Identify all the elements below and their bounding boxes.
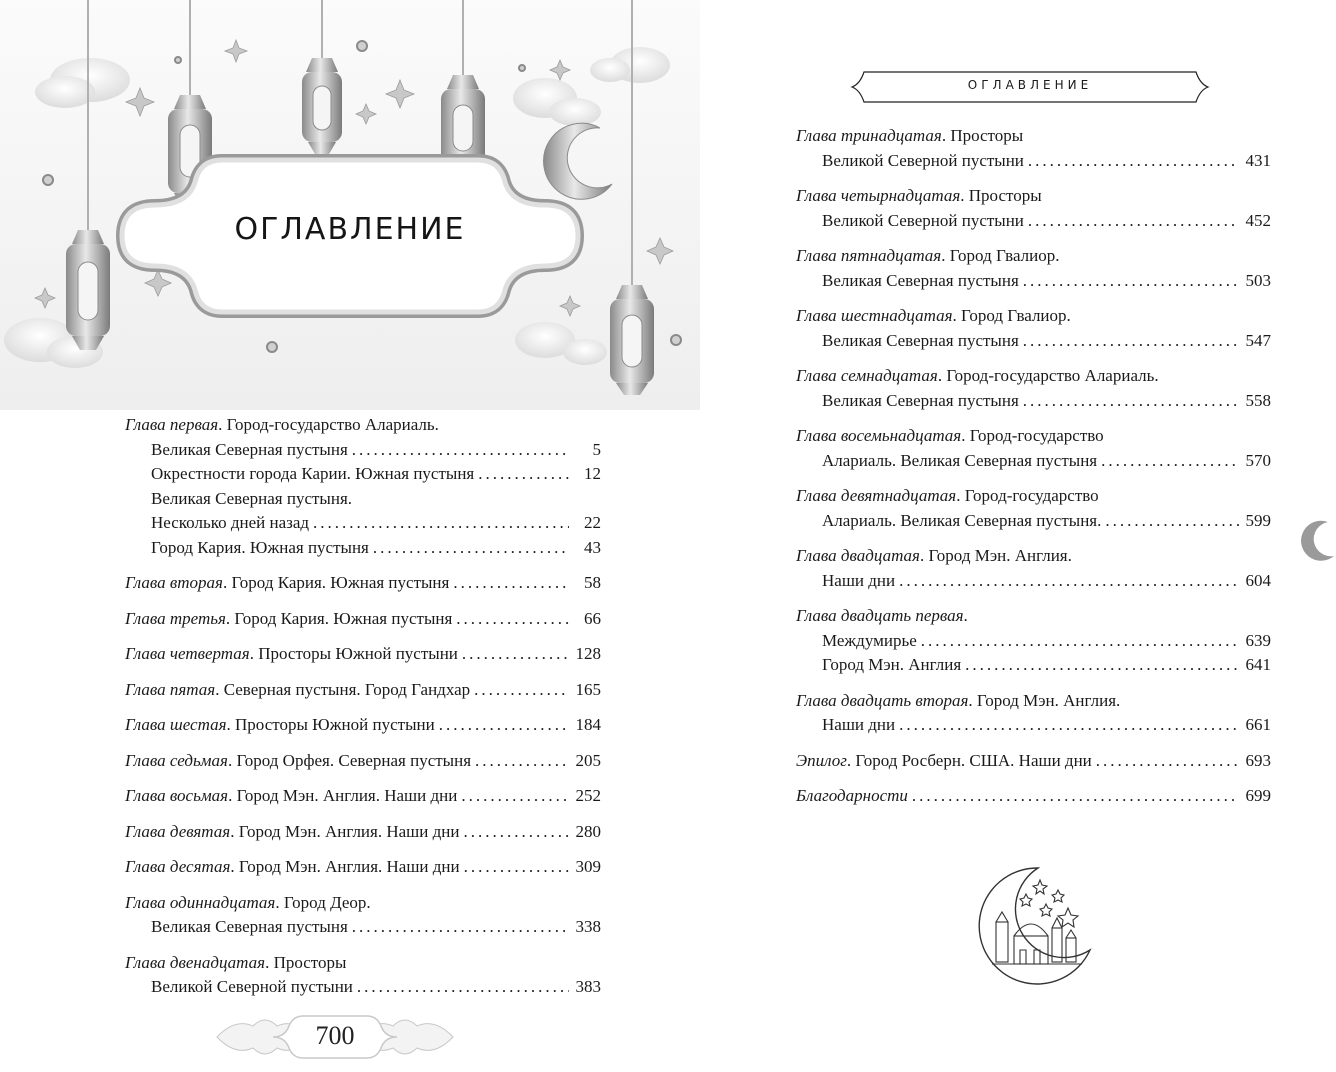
toc-entry-4 [125, 642, 601, 667]
page-ref: 338 [575, 917, 601, 936]
line-text: Алариаль. Великая Северная пустыня. [822, 510, 1102, 530]
line-text: Великая Северная пустыня [822, 270, 1019, 290]
toc-line[interactable] [796, 184, 1271, 209]
dot-leader [1028, 209, 1239, 234]
toc-line[interactable] [796, 124, 1271, 149]
chapter-subtitle: . [963, 606, 968, 625]
toc-entry-3 [125, 607, 601, 632]
chapter-subtitle: . Город Кария. Южная пустыня [225, 608, 453, 628]
dot-leader [463, 820, 569, 845]
chapter-subtitle: . Город-государство [956, 486, 1099, 505]
toc-line[interactable] [796, 424, 1271, 449]
toc-entry-9 [125, 820, 601, 845]
dot-leader [921, 629, 1239, 654]
dot-leader [453, 571, 569, 596]
chapter-subtitle: . Просторы [941, 126, 1024, 145]
toc-entry-20 [796, 544, 1271, 593]
toc-line[interactable] [125, 438, 601, 463]
line-text: Несколько дней назад [151, 513, 310, 532]
right-page [668, 0, 1336, 1072]
page-ref: 165 [575, 679, 601, 699]
dot-leader [439, 713, 569, 738]
dot-leader [1101, 449, 1239, 474]
toc-line[interactable] [796, 689, 1271, 714]
dot-leader [478, 462, 569, 487]
line-text: Великой Северной пустыни [822, 150, 1024, 170]
toc-entry-17 [796, 364, 1271, 413]
line-text: Алариаль. Великая Северная пустыня [822, 450, 1098, 470]
line-text: Великая Северная пустыня [151, 439, 348, 459]
chapter-title: Глава двадцать первая [796, 606, 964, 625]
toc-entry-14 [796, 184, 1271, 233]
toc-entry-5 [125, 678, 601, 703]
chapter-subtitle: . Город Мэн. Англия. [968, 690, 1121, 710]
toc-line[interactable] [125, 462, 601, 487]
toc-entry-acknowledgements [796, 784, 1271, 809]
dot-leader [357, 975, 569, 1000]
page-ref: 383 [575, 977, 601, 996]
line-text: Междумирье [822, 630, 917, 650]
page-ref: 604 [1245, 570, 1271, 590]
page-ref: 309 [575, 857, 601, 876]
chapter-title: Глава двадцатая [796, 546, 920, 565]
dot-leader [462, 642, 569, 667]
line-text: Великая Северная пустыня. [151, 488, 353, 508]
toc-line[interactable] [125, 413, 601, 438]
page-ref: 5 [592, 439, 601, 459]
page-ref: 43 [584, 537, 601, 557]
section-header [850, 70, 1210, 104]
dot-leader [456, 607, 569, 632]
dot-leader [1023, 329, 1239, 354]
dot-leader [1028, 149, 1239, 174]
page-number: 700 [315, 1021, 355, 1050]
toc-line[interactable] [125, 915, 601, 940]
toc-line[interactable] [125, 855, 601, 880]
toc-line[interactable] [125, 891, 601, 916]
chapter-title: Глава тринадцатая [796, 126, 942, 145]
page-title: ОГЛАВЛЕНИЕ [234, 212, 466, 247]
page-ref: 252 [575, 786, 601, 805]
toc-entry-16 [796, 304, 1271, 353]
toc-line[interactable] [796, 209, 1271, 234]
page-ref: 280 [575, 821, 601, 841]
dot-leader [1023, 269, 1239, 294]
page-ref: 639 [1245, 630, 1271, 650]
chapter-title: Глава пятнадцатая [796, 246, 942, 265]
chapter-title: Глава вторая [125, 573, 223, 592]
dot-leader [899, 713, 1239, 738]
lanterns-illustration [0, 0, 700, 410]
dot-leader [373, 536, 569, 561]
chapter-subtitle: . Просторы Южной пустыни [249, 644, 458, 663]
chapter-title: Эпилог [796, 750, 847, 770]
chapter-title: Глава двенадцатая [125, 952, 266, 972]
toc-line[interactable] [796, 484, 1271, 509]
toc-entry-21 [796, 604, 1271, 678]
toc-line[interactable] [125, 951, 601, 976]
header-illustration [0, 0, 700, 410]
page-ref: 661 [1245, 715, 1271, 734]
toc-entry-18 [796, 424, 1271, 473]
toc-entry-22 [796, 689, 1271, 738]
toc-line[interactable] [796, 653, 1271, 678]
page-ref: 641 [1245, 655, 1271, 674]
line-text: Город Кария. Южная пустыня [151, 537, 369, 557]
toc-line[interactable] [796, 749, 1271, 774]
chapter-title: Глава третья [125, 608, 226, 628]
toc-line[interactable] [796, 784, 1271, 809]
toc-right [796, 124, 1271, 809]
chapter-subtitle: . Город Мэн. Англия. Наши дни [228, 786, 458, 805]
chapter-subtitle: . Город Гвалиор. [952, 306, 1071, 325]
toc-line[interactable] [125, 784, 601, 809]
chapter-title: Благодарности [796, 786, 908, 805]
page-ref: 558 [1245, 390, 1271, 410]
chapter-subtitle: . Город-государство [961, 426, 1104, 445]
chapter-title: Глава пятая [125, 679, 216, 699]
dot-leader [475, 749, 569, 774]
toc-line[interactable] [125, 749, 601, 774]
chapter-subtitle: . Город Орфея. Северная пустыня [227, 750, 472, 770]
page-ref: 452 [1245, 210, 1271, 230]
chapter-title: Глава двадцать вторая [796, 690, 969, 710]
toc-line[interactable] [796, 304, 1271, 329]
toc-line[interactable] [125, 571, 601, 596]
chapter-title: Глава десятая [125, 857, 231, 876]
chapter-title: Глава шестнадцатая [796, 306, 953, 325]
dot-leader [899, 569, 1239, 594]
chapter-subtitle: . Город Мэн. Англия. Наши дни [230, 821, 460, 841]
chapter-title: Глава шестая [125, 715, 227, 734]
chapter-subtitle: . Город Кария. Южная пустыня [222, 573, 450, 592]
toc-line[interactable] [796, 149, 1271, 174]
page-ref: 22 [584, 513, 601, 532]
line-text: Великая Северная пустыня [822, 390, 1019, 410]
toc-entry-15 [796, 244, 1271, 293]
dot-leader [464, 855, 569, 880]
toc-line[interactable] [125, 642, 601, 667]
chapter-title: Глава одиннадцатая [125, 892, 276, 912]
page-ref: 503 [1245, 270, 1271, 290]
dot-leader [461, 784, 569, 809]
dot-leader [912, 784, 1239, 809]
chapter-subtitle: . Город Гвалиор. [941, 246, 1060, 265]
toc-entry-2 [125, 571, 601, 596]
chapter-subtitle: . Город Деор. [275, 892, 371, 912]
toc-entry-19 [796, 484, 1271, 533]
toc-line[interactable] [796, 269, 1271, 294]
toc-line[interactable] [796, 604, 1271, 629]
page-ref: 699 [1245, 786, 1271, 805]
page-ref: 570 [1245, 450, 1271, 470]
chapter-subtitle: . Просторы [960, 186, 1042, 205]
toc-entry-1 [125, 413, 601, 560]
dot-leader [352, 915, 569, 940]
dot-leader [313, 511, 569, 536]
chapter-subtitle: . Просторы [265, 952, 347, 972]
page-ref: 205 [575, 750, 601, 770]
toc-entry-13 [796, 124, 1271, 173]
chapter-title: Глава седьмая [125, 750, 228, 770]
toc-line[interactable] [796, 569, 1271, 594]
toc-entry-10 [125, 855, 601, 880]
toc-line[interactable] [796, 329, 1271, 354]
dot-leader [1105, 509, 1239, 534]
page-ref: 66 [584, 608, 601, 628]
line-text: Великой Северной пустыни [151, 977, 353, 996]
chapter-subtitle: . Просторы Южной пустыни [226, 715, 435, 734]
section-header-label: ОГЛАВЛЕНИЕ [967, 78, 1093, 92]
toc-line[interactable] [796, 389, 1271, 414]
dot-leader [352, 438, 569, 463]
toc-line[interactable] [125, 511, 601, 536]
page-ref: 12 [584, 464, 601, 483]
page-ref: 693 [1245, 750, 1271, 770]
chapter-subtitle: . Город-государство Алариаль. [937, 366, 1159, 385]
toc-line[interactable] [125, 820, 601, 845]
page-ref: 58 [584, 573, 601, 592]
page-ref: 184 [575, 715, 601, 734]
line-text: Великая Северная пустыня [822, 330, 1019, 350]
line-text: Город Мэн. Англия [822, 655, 962, 674]
chapter-title: Глава первая [125, 415, 219, 434]
toc-line[interactable] [125, 607, 601, 632]
toc-line[interactable] [796, 713, 1271, 738]
toc-line[interactable] [125, 713, 601, 738]
toc-line[interactable] [125, 487, 601, 512]
chapter-title: Глава семнадцатая [796, 366, 938, 385]
chapter-title: Глава девятая [125, 821, 231, 841]
chapter-title: Глава восьмая [125, 786, 229, 805]
toc-left [125, 413, 601, 1000]
page-ref: 128 [575, 644, 601, 663]
chapter-title: Глава девятнадцатая [796, 486, 957, 505]
line-text: Великой Северной пустыни [822, 210, 1024, 230]
chapter-subtitle: . Город-государство Алариаль. [218, 415, 439, 434]
chapter-title: Глава четвертая [125, 644, 250, 663]
toc-line[interactable] [796, 509, 1271, 534]
chapter-title: Глава восемьнадцатая [796, 426, 962, 445]
chapter-subtitle: . Город Росберн. США. Наши дни [846, 750, 1092, 770]
page-ref: 547 [1245, 330, 1271, 350]
dot-leader [1023, 389, 1239, 414]
toc-line[interactable] [796, 244, 1271, 269]
toc-line[interactable] [796, 449, 1271, 474]
chapter-subtitle: . Город Мэн. Англия. Наши дни [230, 857, 460, 876]
line-text: Наши дни [822, 570, 896, 590]
dot-leader [1096, 749, 1239, 774]
toc-line[interactable] [125, 975, 601, 1000]
page-ref: 431 [1245, 150, 1271, 170]
crescent-moon-icon [1300, 518, 1336, 562]
line-text: Великая Северная пустыня [151, 917, 348, 936]
dot-leader [474, 678, 569, 703]
toc-entry-7 [125, 749, 601, 774]
toc-line[interactable] [796, 364, 1271, 389]
line-text: Окрестности города Карии. Южная пустыня [151, 464, 475, 483]
toc-line[interactable] [125, 536, 601, 561]
page-ref: 599 [1245, 510, 1271, 530]
toc-entry-11 [125, 891, 601, 940]
toc-entry-6 [125, 713, 601, 738]
toc-line[interactable] [125, 678, 601, 703]
toc-entry-epilogue [796, 749, 1271, 774]
chapter-subtitle: . Северная пустыня. Город Гандхар [215, 679, 471, 699]
toc-entry-8 [125, 784, 601, 809]
toc-line[interactable] [796, 544, 1271, 569]
crescent-city-emblem-icon [968, 860, 1098, 990]
chapter-subtitle: . Город Мэн. Англия. [919, 546, 1072, 565]
page-number-block [215, 1012, 455, 1062]
chapter-title: Глава четырнадцатая [796, 186, 961, 205]
dot-leader [965, 653, 1239, 678]
toc-entry-12 [125, 951, 601, 1000]
toc-line[interactable] [796, 629, 1271, 654]
line-text: Наши дни [822, 715, 896, 734]
